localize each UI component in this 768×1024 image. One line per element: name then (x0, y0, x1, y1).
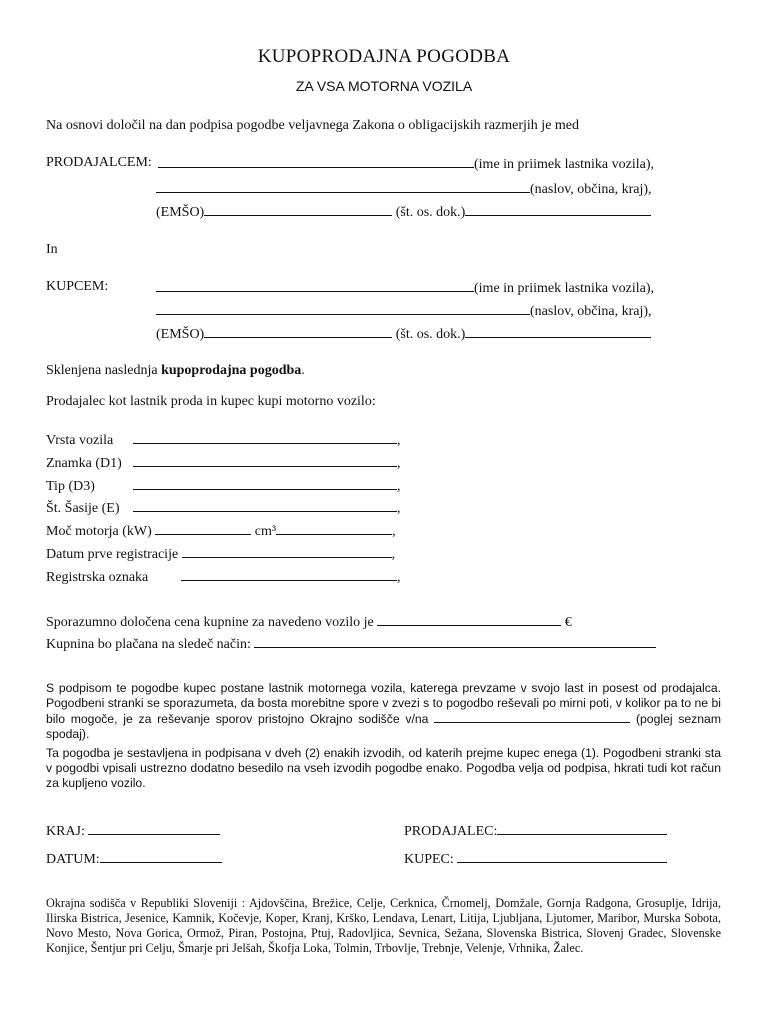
vehicle-type-label: Vrsta vozila (46, 433, 114, 448)
ownership-paragraph (46, 681, 721, 742)
vehicle-cc-blank[interactable] (276, 522, 392, 535)
buyer-name-blank[interactable] (156, 279, 474, 292)
vehicle-brand-blank[interactable] (133, 454, 397, 467)
buyer-signature-row (404, 850, 667, 868)
copies-paragraph: Ta pogodba je sestavljena in podpisana v dveh (2) enakih izvodih, od katerih prejme kupec enega (1). Pogodbeni stranki sta v pogodbi vpisali ustrezno dodatno besedilo na vseh izvodih pogodbe enako. Pogodba velja od podpisa, hkrati tudi kot račun za kupljeno vozilo. (46, 746, 721, 790)
buyer-name-hint: (ime in priimek lastnika vozila), (474, 281, 655, 296)
vehicle-model-label: Tip (D3) (46, 479, 95, 494)
concluded-suffix: . (301, 363, 305, 378)
buyer-name-row (156, 279, 654, 297)
comma: , (397, 479, 401, 494)
intro-text: Na osnovi določil na dan podpisa pogodbe veljavnega Zakona o obligacijskih razmerjih je med (46, 118, 580, 133)
seller-name-blank[interactable] (158, 155, 474, 168)
price-row (46, 613, 572, 631)
seller-signature-blank[interactable] (497, 822, 667, 835)
place-row (46, 822, 220, 840)
ownership-text-end: (poglej seznam spodaj). (46, 712, 721, 741)
buyer-signature-label: KUPEC: (404, 852, 454, 867)
seller-doc-label: (št. os. dok.) (395, 205, 466, 220)
payment-label: Kupnina bo plačana na sledeč način: (46, 637, 251, 652)
document-title: KUPOPRODAJNA POGODBA (257, 46, 511, 67)
sells-line: Prodajalec kot lastnik proda in kupec kupi motorno vozilo: (46, 394, 376, 409)
seller-emso-label: (EMŠO) (156, 205, 205, 220)
conjunction-text: In (46, 242, 58, 257)
seller-name-hint: (ime in priimek lastnika vozila), (474, 157, 655, 172)
vehicle-power-blank[interactable] (155, 522, 251, 535)
vehicle-cc-unit: cm³ (254, 524, 277, 539)
vehicle-chassis-blank[interactable] (133, 499, 397, 512)
buyer-address-hint: (naslov, občina, kraj), (530, 304, 652, 319)
court-blank[interactable] (434, 711, 630, 723)
seller-doc-blank[interactable] (465, 203, 651, 216)
seller-id-row (156, 203, 651, 221)
comma: , (397, 433, 401, 448)
concluded-prefix: Sklenjena naslednja (46, 363, 162, 378)
courts-list: Okrajna sodišča v Republiki Sloveniji : Ajdovščina, Brežice, Celje, Cerknica, Črnomelj, Domžale, Gornja Radgona, Grosuplje, Idrija, Ilirska Bistrica, Jesenice, Kamnik, Kočevje, Koper, Kranj, Krško, Lendava, Lenart, Litija, Ljubljana, Ljutomer, Maribor, Murska Sobota, Novo Mesto, Nova Gorica, Ormož, Piran, Postojna, Ptuj, Radovljica, Sevnica, Sežana, Slovenska Bistrica, Slovenj Gradec, Slovenske Konjice, Šentjur pri Celju, Šmarje pri Jelšah, Škofja Loka, Tolmin, Trbovlje, Trebnje, Velenje, Vrhnika, Žalec. (46, 896, 721, 955)
date-row (46, 850, 222, 868)
document-subtitle: ZA VSA MOTORNA VOZILA (295, 78, 473, 94)
vehicle-chassis-label: Št. Šasije (E) (46, 501, 120, 516)
seller-label: PRODAJALCEM: (46, 155, 152, 170)
seller-emso-blank[interactable] (204, 203, 392, 216)
seller-address-blank[interactable] (156, 180, 530, 193)
seller-address-hint: (naslov, občina, kraj), (530, 182, 652, 197)
buyer-emso-blank[interactable] (204, 325, 392, 338)
comma: , (391, 547, 396, 562)
concluded-line (46, 363, 305, 379)
payment-blank[interactable] (254, 635, 656, 648)
vehicle-first-reg-blank[interactable] (182, 545, 392, 558)
vehicle-model-blank[interactable] (133, 477, 397, 490)
seller-signature-row (404, 822, 667, 840)
place-label: KRAJ: (46, 824, 85, 839)
currency-symbol: € (564, 615, 572, 630)
buyer-address-row (156, 302, 652, 320)
date-label: DATUM: (46, 852, 100, 867)
vehicle-brand-row (46, 454, 401, 472)
vehicle-type-blank[interactable] (133, 431, 397, 444)
ownership-text: S podpisom te pogodbe kupec postane lastnik motornega vozila, katerega prevzame v svojo last in posest od prodajalca. Pogodbeni stranki se sporazumeta, da bosta morebitne spore v zvezi s to pogodbo reševali po mirni poti, v kolikor pa to ne bi bilo mogoče, je za reševanje sporov pristojno Okrajno sodišče v/na (46, 681, 721, 726)
date-blank[interactable] (100, 850, 222, 863)
buyer-id-row (156, 325, 651, 343)
seller-signature-label: PRODAJALEC: (404, 824, 498, 839)
vehicle-chassis-row (46, 499, 401, 517)
comma: , (397, 501, 401, 516)
buyer-address-blank[interactable] (156, 302, 530, 315)
price-label: Sporazumno določena cena kupnine za navedeno vozilo je (46, 615, 374, 630)
comma: , (397, 570, 401, 585)
vehicle-first-reg-row (46, 545, 395, 563)
vehicle-power-row (46, 522, 396, 540)
price-blank[interactable] (377, 613, 561, 626)
comma: , (392, 524, 396, 539)
seller-name-row (158, 155, 654, 173)
vehicle-type-row (46, 431, 401, 449)
buyer-doc-blank[interactable] (465, 325, 651, 338)
vehicle-first-reg-label: Datum prve registracije (46, 547, 179, 562)
payment-row (46, 635, 656, 653)
vehicle-model-row (46, 477, 401, 495)
vehicle-plate-row (46, 568, 401, 586)
vehicle-plate-blank[interactable] (181, 568, 397, 581)
comma: , (397, 456, 401, 471)
vehicle-power-label: Moč motorja (kW) (46, 524, 152, 539)
buyer-signature-blank[interactable] (457, 850, 667, 863)
vehicle-brand-label: Znamka (D1) (46, 456, 122, 471)
place-blank[interactable] (88, 822, 220, 835)
seller-address-row (156, 180, 652, 198)
vehicle-plate-label: Registrska oznaka (46, 570, 149, 585)
concluded-bold: kupoprodajna pogodba (161, 363, 302, 378)
buyer-label: KUPCEM: (46, 279, 109, 294)
buyer-doc-label: (št. os. dok.) (395, 327, 466, 342)
buyer-emso-label: (EMŠO) (156, 327, 205, 342)
